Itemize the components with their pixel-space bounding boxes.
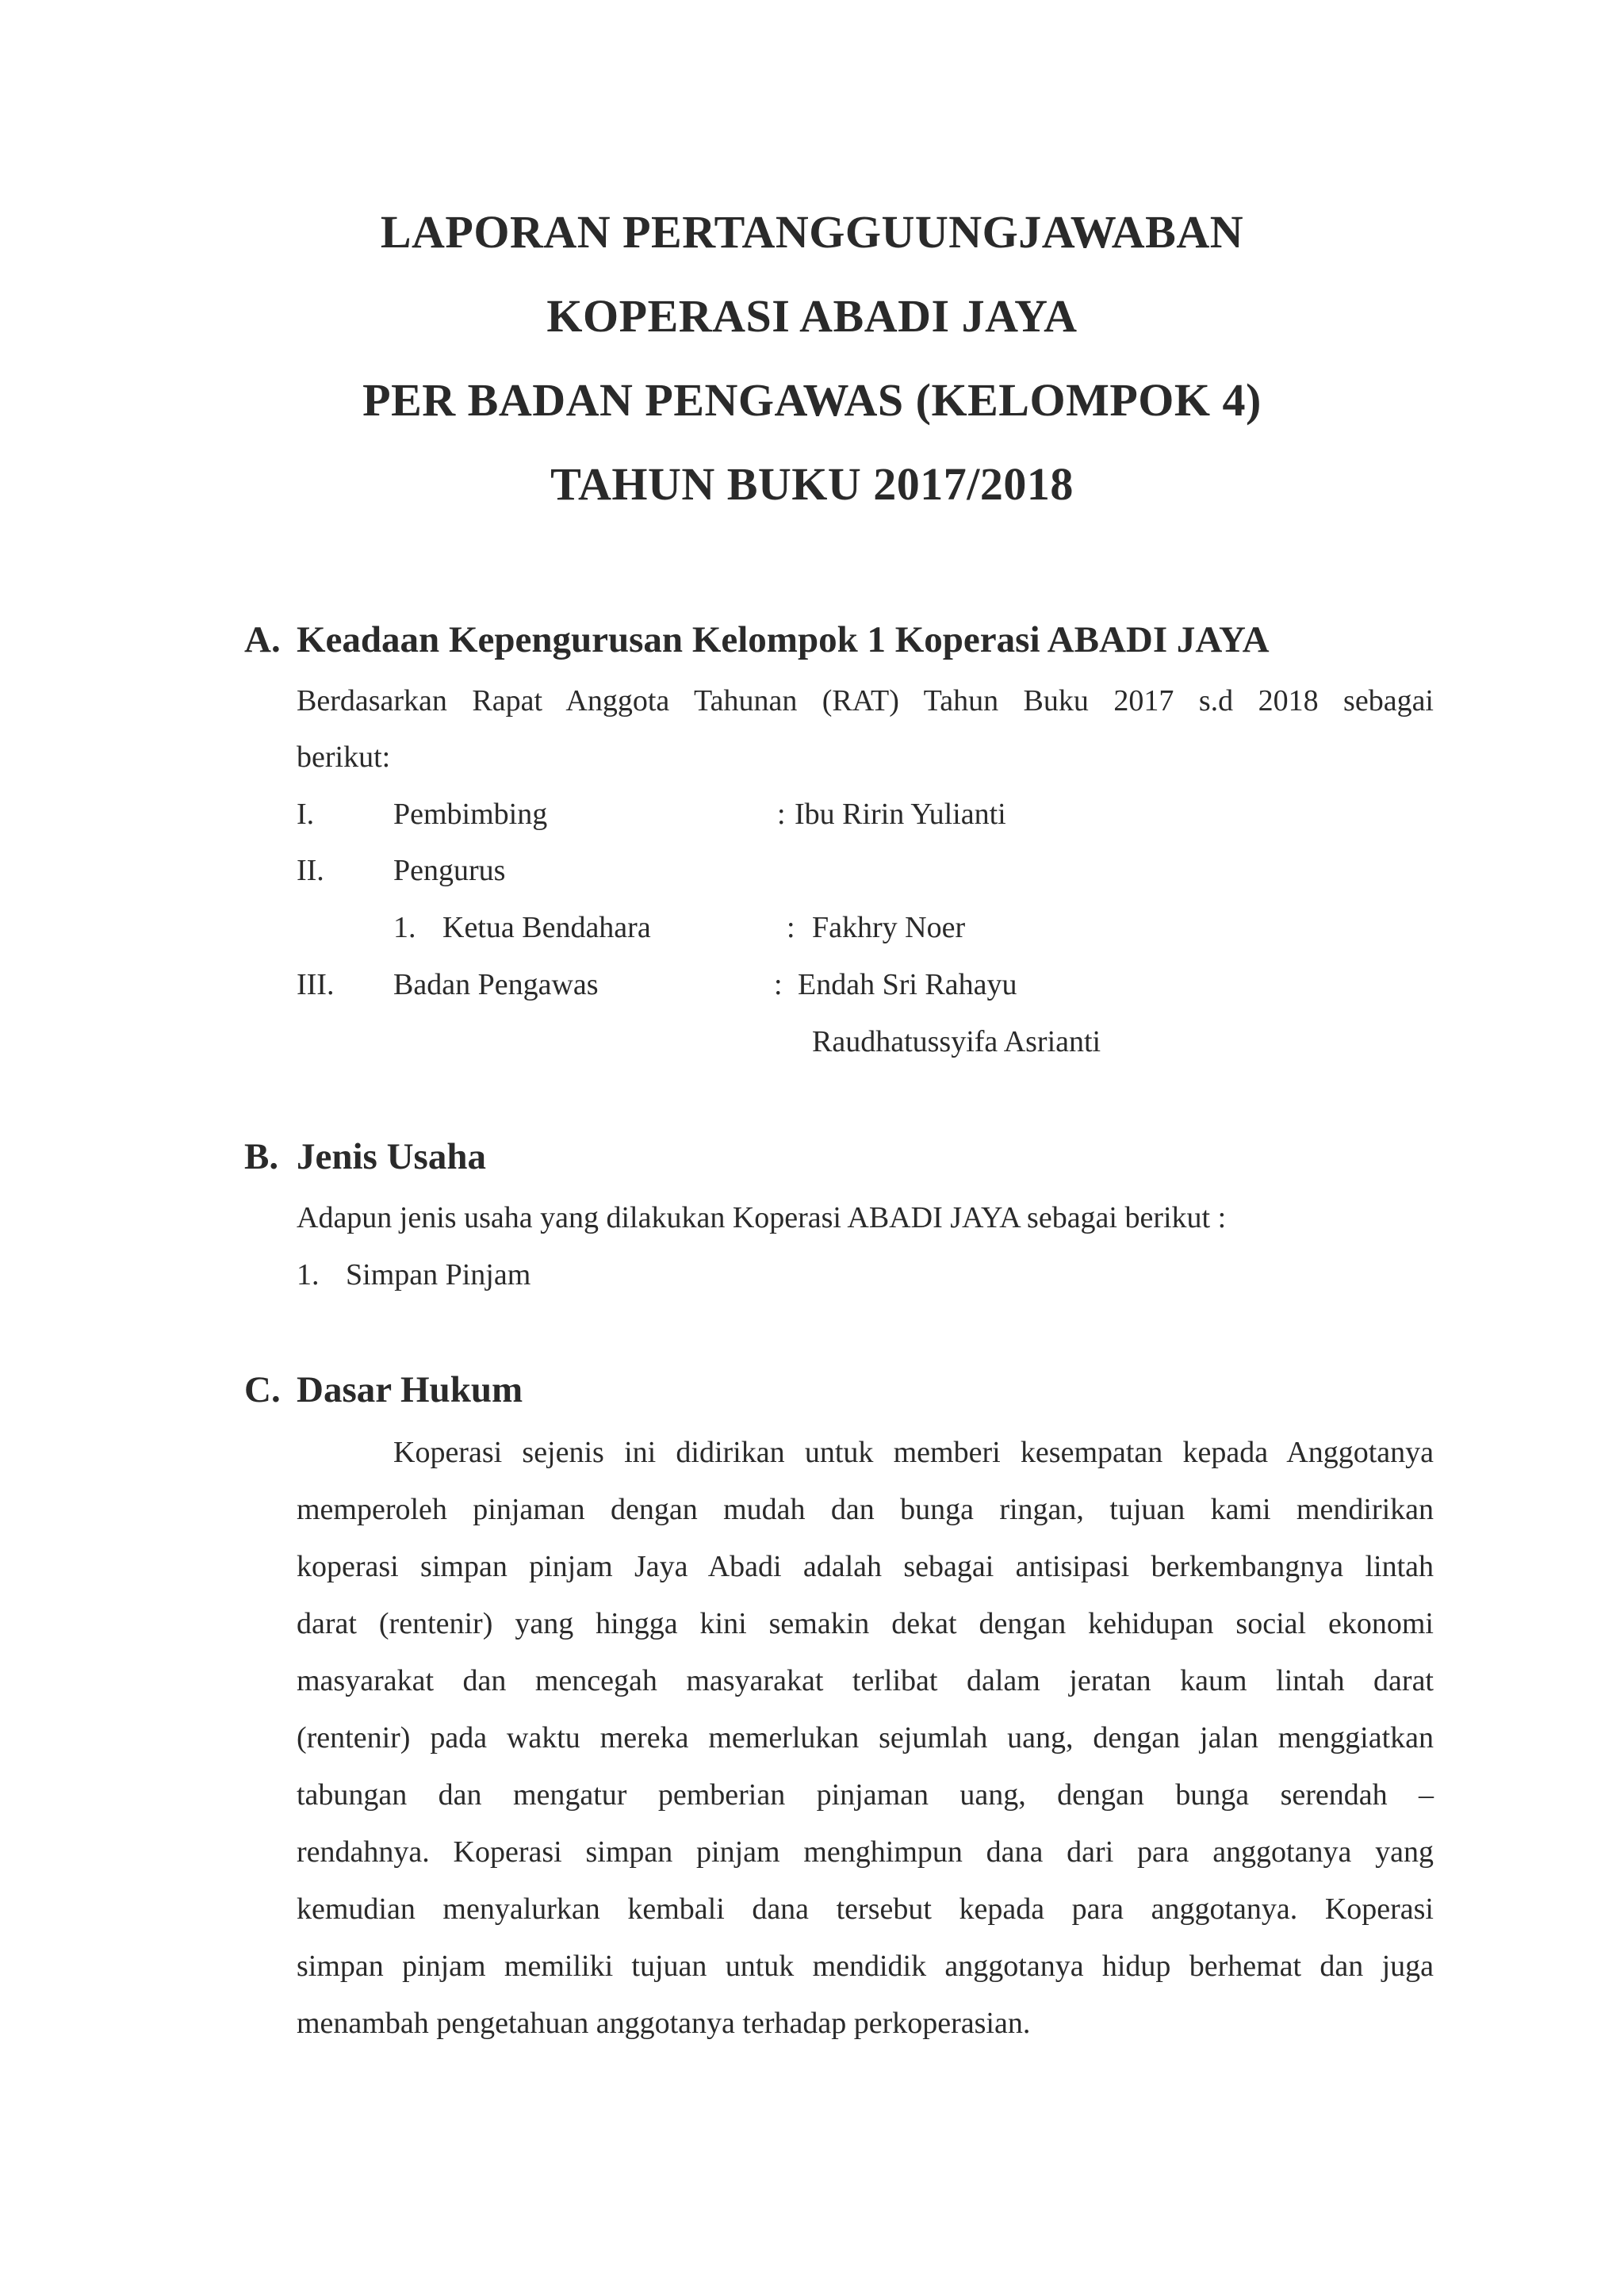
section-b-item-label: Simpan Pinjam [346, 1258, 531, 1292]
item-3-number: III. [297, 968, 335, 1001]
subitem-1-label: Ketua Bendahara [442, 911, 651, 944]
item-3-separator: : [774, 968, 783, 1001]
section-b-letter: B. [244, 1136, 279, 1177]
paragraph-line: simpan pinjam memiliki tujuan untuk mendidik anggotanya hidup berhemat dan juga [297, 1950, 1434, 1983]
paragraph-line: tabungan dan mengatur pemberian pinjaman uang, dengan bunga serendah – [297, 1778, 1434, 1812]
title-line-1: LAPORAN PERTANGGUUNGJAWABAN [380, 206, 1244, 258]
item-1-separator: : [777, 798, 786, 831]
section-a-heading [244, 618, 1270, 661]
title-line-2: KOPERASI ABADI JAYA [546, 290, 1078, 342]
paragraph-line: memperoleh pinjaman dengan mudah dan bunga ringan, tujuan kami mendirikan [297, 1493, 1434, 1526]
item-2-number: II. [297, 854, 324, 887]
item-1-label: Pembimbing [393, 798, 548, 831]
section-c-heading [244, 1368, 523, 1411]
section-a-intro-line-1: Berdasarkan Rapat Anggota Tahunan (RAT) Tahun Buku 2017 s.d 2018 sebagai [297, 684, 1434, 718]
item-3-value-2: Raudhatussyifa Asrianti [812, 1025, 1101, 1058]
paragraph-line: Koperasi sejenis ini didirikan untuk memberi kesempatan kepada Anggotanya [393, 1436, 1434, 1469]
section-b-item-number: 1. [297, 1258, 320, 1292]
section-c-title: Dasar Hukum [297, 1369, 523, 1410]
paragraph-line: rendahnya. Koperasi simpan pinjam menghimpun dana dari para anggotanya yang [297, 1835, 1434, 1869]
section-a-title: Keadaan Kepengurusan Kelompok 1 Koperasi ABADI JAYA [297, 619, 1270, 660]
subitem-1-separator: : [787, 911, 795, 944]
item-2-label: Pengurus [393, 854, 506, 887]
title-line-3: PER BADAN PENGAWAS (KELOMPOK 4) [362, 374, 1262, 426]
section-b-heading [244, 1135, 486, 1178]
section-a-letter: A. [244, 619, 281, 660]
paragraph-line: kemudian menyalurkan kembali dana tersebut kepada para anggotanya. Koperasi [297, 1892, 1434, 1926]
item-1-value: Ibu Ririn Yulianti [795, 798, 1006, 831]
paragraph-line: masyarakat dan mencegah masyarakat terlibat dalam jeratan kaum lintah darat [297, 1664, 1434, 1697]
document-title [0, 190, 1624, 526]
item-1-number: I. [297, 798, 315, 831]
item-3-label: Badan Pengawas [393, 968, 599, 1001]
subitem-1-number: 1. [393, 911, 416, 944]
section-b-title: Jenis Usaha [297, 1136, 486, 1177]
section-b-intro: Adapun jenis usaha yang dilakukan Koperasi ABADI JAYA sebagai berikut : [297, 1201, 1227, 1234]
subitem-1-value: Fakhry Noer [812, 911, 966, 944]
paragraph-line: darat (rentenir) yang hingga kini semakin dekat dengan kehidupan social ekonomi [297, 1607, 1434, 1640]
section-c-letter: C. [244, 1369, 281, 1410]
title-line-4: TAHUN BUKU 2017/2018 [550, 458, 1074, 510]
section-a-intro-line-2: berikut: [297, 740, 391, 774]
paragraph-line: koperasi simpan pinjam Jaya Abadi adalah sebagai antisipasi berkembangnya lintah [297, 1550, 1434, 1583]
item-3-value: Endah Sri Rahayu [798, 968, 1017, 1001]
paragraph-line: menambah pengetahuan anggotanya terhadap perkoperasian. [297, 2007, 1031, 2040]
paragraph-line: (rentenir) pada waktu mereka memerlukan sejumlah uang, dengan jalan menggiatkan [297, 1721, 1434, 1755]
